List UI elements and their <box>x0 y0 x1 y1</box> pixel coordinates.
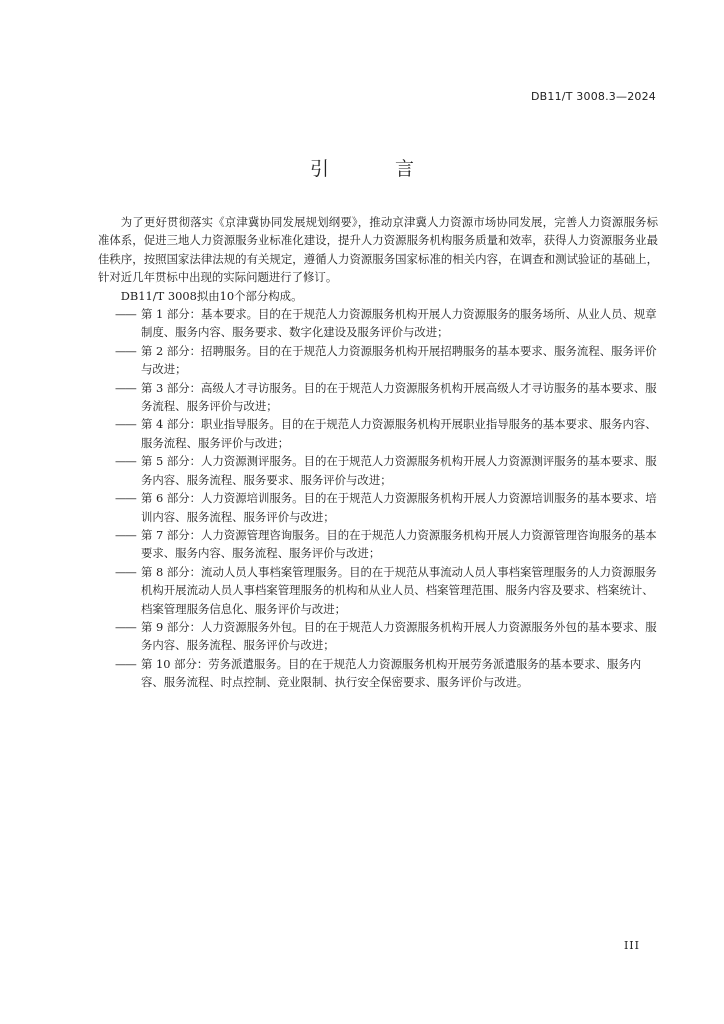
dash-marker: —— <box>115 656 136 671</box>
part-text: 第 8 部分：流动人员人事档案管理服务。目的在于规范从事流动人员人事档案管理服务的人力资源服务机构开展流动人员人事档案管理服务的机构和从业人员、档案管理范围、服务内容及要求、档案统计、档案管理服务信息化、服务评价与改进； <box>141 564 657 616</box>
part-text: 第 5 部分：人力资源测评服务。目的在于规范人力资源服务机构开展人力资源测评服务的基本要求、服务内容、服务流程、服务要求、服务评价与改进； <box>141 454 657 487</box>
part-text: 第 3 部分：高级人才寻访服务。目的在于规范人力资源服务机构开展高级人才寻访服务的基本要求、服务流程、服务评价与改进； <box>141 380 657 414</box>
page-number: III <box>623 939 640 952</box>
part-text: 第 1 部分：基本要求。目的在于规范人力资源服务机构开展人力资源服务的服务场所、从业人员、规章制度、服务内容、服务要求、数字化建设及服务评价与改进； <box>141 307 657 340</box>
dash-marker: —— <box>115 307 136 322</box>
foreword-paragraph: 为了更好贯彻落实《京津冀协同发展规划纲要》，推动京津冀人力资源市场协同发展，完善人力资源服务标准体系，促进三地人力资源服务业标准化建设，提升人力资源服务机构服务质量和效率，获得人力资源服务业最佳秩序，按照国家法律法规的有关规定，遵循人力资源服务国家标准的相关内容，在调查和测试验证的基础上，针对近几年贯标中出现的实际问题进行了修订。 <box>98 215 658 285</box>
part-text: 第 2 部分：招聘服务。目的在于规范人力资源服务机构开展招聘服务的基本要求、服务流程、服务评价与改进； <box>141 343 657 377</box>
dash-marker: —— <box>115 454 136 469</box>
part-item-1 <box>98 305 658 342</box>
part-item-3 <box>98 379 658 416</box>
dash-marker: —— <box>115 491 136 506</box>
dash-marker: —— <box>115 619 136 634</box>
part-item-8 <box>98 563 658 618</box>
part-text: 第 7 部分：人力资源管理咨询服务。目的在于规范人力资源服务机构开展人力资源管理咨询服务的基本要求、服务内容、服务流程、服务评价与改进； <box>141 527 657 561</box>
dash-marker: —— <box>115 527 136 542</box>
part-item-4 <box>98 415 658 452</box>
part-item-10 <box>98 655 658 692</box>
dash-marker: —— <box>115 564 136 579</box>
dash-marker: —— <box>115 380 136 395</box>
dash-marker: —— <box>115 343 136 358</box>
part-text: 第 10 部分：劳务派遣服务。目的在于规范人力资源服务机构开展劳务派遣服务的基本要求、服务内容、服务流程、时点控制、竞业限制、执行安全保密要求、服务评价与改进。 <box>141 656 642 690</box>
part-item-6 <box>98 489 658 526</box>
foreword-body <box>98 213 658 692</box>
parts-intro: DB11/T 3008拟由10个部分构成。 <box>120 288 303 303</box>
part-text: 第 9 部分：人力资源服务外包。目的在于规范人力资源服务机构开展人力资源服务外包的基本要求、服务内容、服务流程、服务评价与改进； <box>141 619 657 653</box>
part-item-7 <box>98 526 658 563</box>
part-text: 第 6 部分：人力资源培训服务。目的在于规范人力资源服务机构开展人力资源培训服务的基本要求、培训内容、服务流程、服务评价与改进； <box>141 491 657 524</box>
dash-marker: —— <box>115 417 136 432</box>
part-text: 第 4 部分：职业指导服务。目的在于规范人力资源服务机构开展职业指导服务的基本要求、服务内容、服务流程、服务评价与改进； <box>141 417 657 450</box>
document-code: DB11/T 3008.3—2024 <box>530 90 656 103</box>
part-item-2 <box>98 342 658 379</box>
page-title: 引 言 <box>309 158 445 180</box>
part-item-9 <box>98 618 658 655</box>
part-item-5 <box>98 452 658 489</box>
